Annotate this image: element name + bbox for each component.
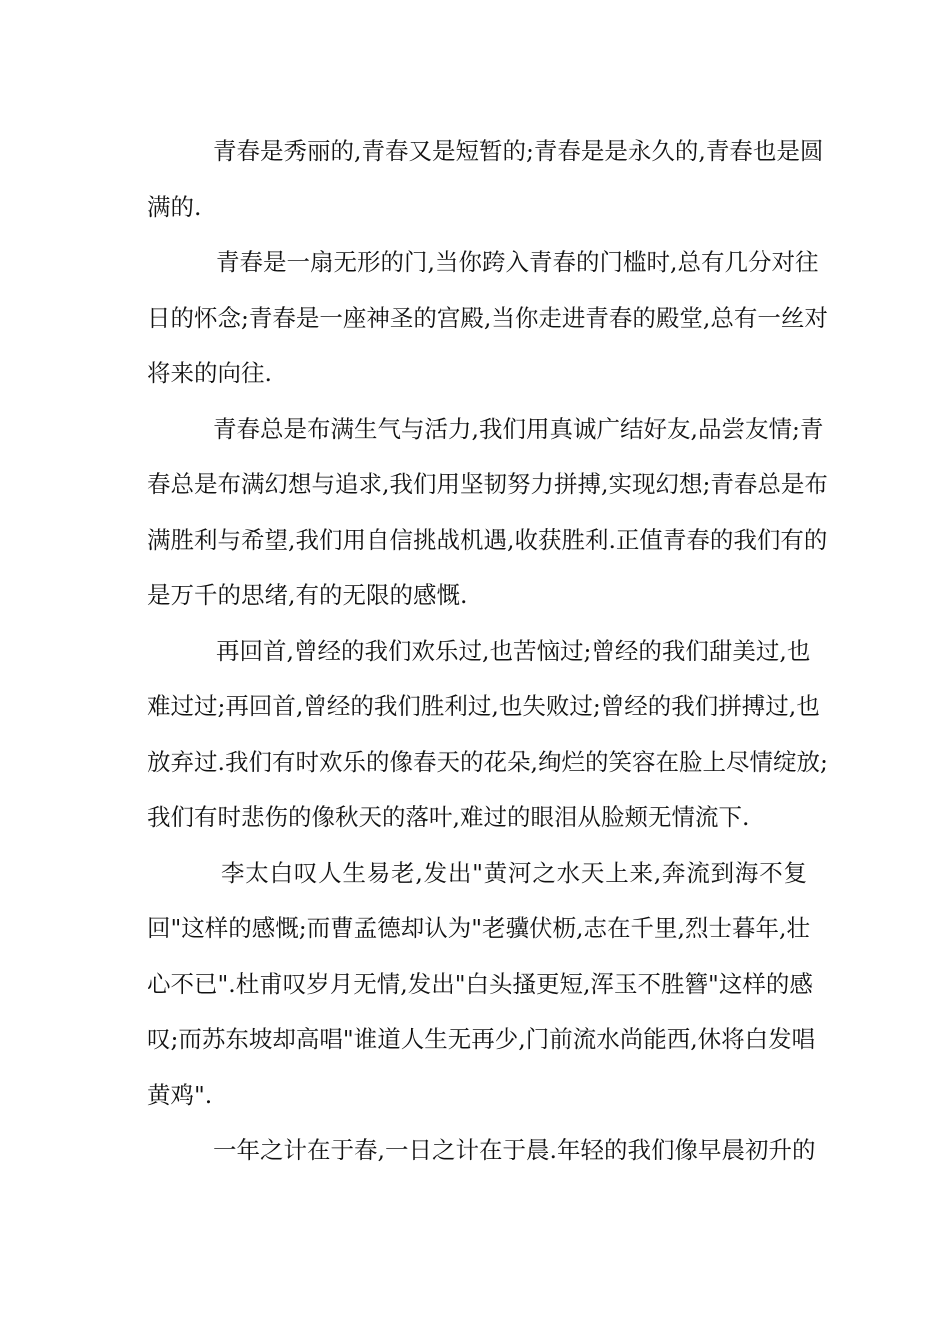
paragraph-line: 满的. xyxy=(147,192,202,221)
paragraph-line: 心不已".杜甫叹岁月无情,发出"白头搔更短,浑玉不胜簪"这样的感 xyxy=(147,969,813,998)
paragraph-line: 青春总是布满生气与活力,我们用真诚广结好友,品尝友情;青 xyxy=(213,414,824,443)
paragraph-line: 我们有时悲伤的像秋天的落叶,难过的眼泪从脸颊无情流下. xyxy=(147,803,750,831)
paragraph-line: 难过过;再回首,曾经的我们胜利过,也失败过;曾经的我们拼搏过,也 xyxy=(147,692,820,720)
paragraph-line: 回"这样的感慨;而曹孟德却认为"老骥伏枥,志在千里,烈士暮年,壮 xyxy=(147,914,810,942)
paragraph-line: 满胜利与希望,我们用自信挑战机遇,收获胜利.正值青春的我们有的 xyxy=(147,525,828,554)
paragraph-3 xyxy=(147,402,828,624)
paragraph-6 xyxy=(147,1123,816,1179)
paragraph-line: 日的怀念;青春是一座神圣的宫殿,当你走进青春的殿堂,总有一丝对 xyxy=(147,303,828,332)
paragraph-1 xyxy=(147,124,824,235)
paragraph-line: 青春是一扇无形的门,当你跨入青春的门槛时,总有几分对往 xyxy=(216,248,819,276)
paragraph-line: 青春是秀丽的,青春又是短暂的;青春是是永久的,青春也是圆 xyxy=(213,137,824,165)
paragraph-2 xyxy=(147,235,828,402)
paragraph-4 xyxy=(147,624,828,846)
paragraph-line: 再回首,曾经的我们欢乐过,也苦恼过;曾经的我们甜美过,也 xyxy=(216,636,811,665)
paragraph-line: 放弃过.我们有时欢乐的像春天的花朵,绚烂的笑容在脸上尽情绽放; xyxy=(147,747,828,776)
paragraph-line: 春总是布满幻想与追求,我们用坚韧努力拼搏,实现幻想;青春总是布 xyxy=(147,470,828,498)
paragraph-line: 一年之计在于春,一日之计在于晨.年轻的我们像早晨初升的 xyxy=(213,1136,816,1164)
paragraph-line: 黄鸡". xyxy=(147,1080,213,1109)
paragraph-5 xyxy=(147,846,816,1124)
paragraph-line: 是万千的思绪,有的无限的感慨. xyxy=(147,581,468,609)
paragraph-line: 将来的向往. xyxy=(147,359,272,387)
paragraph-line: 李太白叹人生易老,发出"黄河之水天上来,奔流到海不复 xyxy=(221,858,807,887)
paragraph-line: 叹;而苏东坡却高唱"谁道人生无再少,门前流水尚能西,休将白发唱 xyxy=(147,1025,816,1053)
document-body xyxy=(147,124,828,1179)
